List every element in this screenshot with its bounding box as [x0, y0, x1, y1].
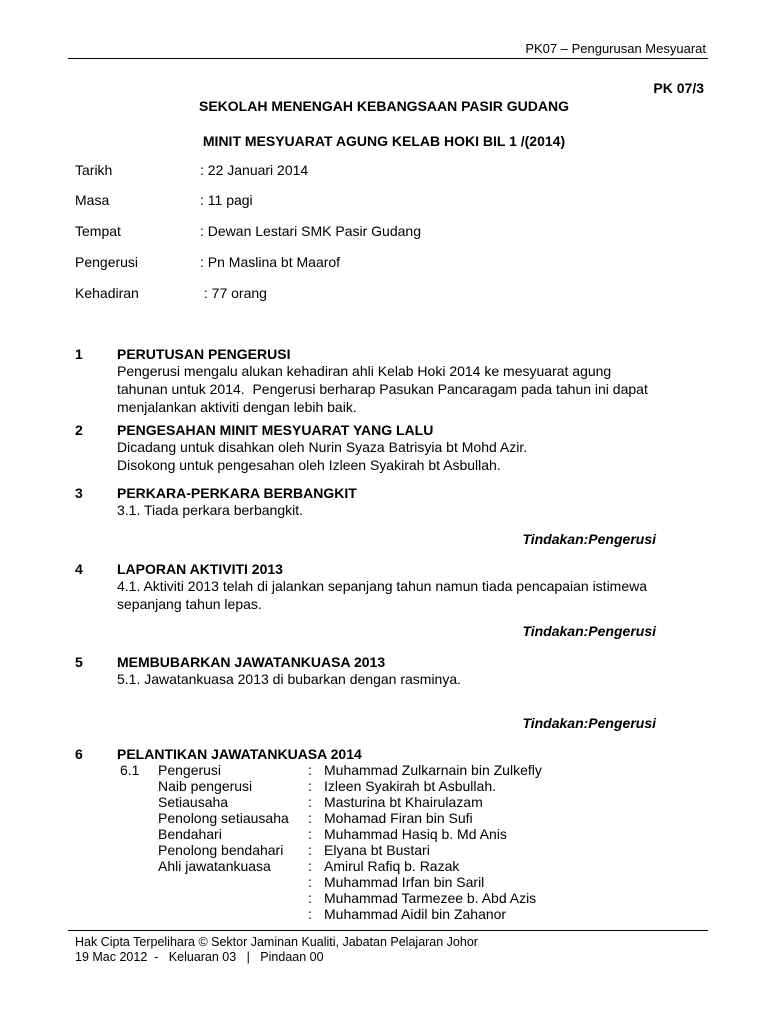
committee-member: Amirul Rafiq b. Razak — [324, 858, 460, 874]
committee-member: Muhammad Aidil bin Zahanor — [324, 906, 507, 922]
committee-role: Setiausaha — [158, 794, 229, 810]
footer-copyright: Hak Cipta Terpelihara © Sektor Jaminan Kualiti, Jabatan Pelajaran Johor — [75, 935, 478, 949]
committee-role: Naib pengerusi — [158, 778, 253, 794]
committee-colon: : — [308, 810, 312, 826]
section-body — [117, 577, 677, 613]
section-line: 5.1. Jawatankuasa 2013 di bubarkan dengan rasminya. — [117, 671, 462, 687]
detail-label-place: Tempat — [75, 223, 121, 239]
committee-role: Penolong bendahari — [158, 842, 284, 858]
section-body — [117, 438, 677, 474]
committee-role: Penolong setiausaha — [158, 810, 289, 826]
section-body — [117, 362, 677, 416]
committee-row — [120, 858, 660, 874]
committee-row — [120, 890, 660, 906]
detail-label-chair: Pengerusi — [75, 254, 139, 270]
committee-colon: : — [308, 778, 312, 794]
footer-rule — [68, 930, 708, 931]
section-body — [117, 670, 677, 688]
section-body — [117, 501, 677, 519]
section-title: PELANTIKAN JAWATANKUASA 2014 — [117, 746, 362, 762]
action-owner: Tindakan:Pengerusi — [522, 623, 656, 639]
detail-value-chair: : Pn Maslina bt Maarof — [200, 254, 341, 270]
committee-row — [120, 826, 660, 842]
committee-colon: : — [308, 874, 312, 890]
detail-label-attendance: Kehadiran — [75, 285, 139, 301]
committee-member: Mohamad Firan bin Sufi — [324, 810, 473, 826]
section-line: Dicadang untuk disahkan oleh Nurin Syaza Batrisyia bt Mohd Azir. — [117, 439, 528, 455]
document-reference: PK07 – Pengurusan Mesyuarat — [525, 41, 706, 56]
section-number: 6 — [75, 746, 83, 762]
section-number: 1 — [75, 346, 83, 362]
section-title: LAPORAN AKTIVITI 2013 — [117, 561, 283, 577]
section-line: Disokong untuk pengesahan oleh Izleen Syakirah bt Asbullah. — [117, 457, 501, 473]
school-name: SEKOLAH MENENGAH KEBANGSAAN PASIR GUDANG — [199, 98, 569, 114]
section-line: 3.1. Tiada perkara berbangkit. — [117, 502, 304, 518]
detail-value-time: : 11 pagi — [200, 192, 253, 208]
committee-member: Muhammad Irfan bin Saril — [324, 874, 485, 890]
detail-value-date: : 22 Januari 2014 — [200, 162, 309, 178]
header-rule — [68, 58, 708, 59]
section-line: 4.1. Aktiviti 2013 telah di jalankan sepanjang tahun namun tiada pencapaian istimewa — [117, 578, 648, 594]
action-owner: Tindakan:Pengerusi — [522, 715, 656, 731]
section-number: 3 — [75, 485, 83, 501]
committee-member: Izleen Syakirah bt Asbullah. — [324, 778, 496, 794]
meeting-title: MINIT MESYUARAT AGUNG KELAB HOKI BIL 1 /(2014) — [202, 133, 566, 149]
section-number: 2 — [75, 422, 83, 438]
committee-colon: : — [308, 762, 312, 778]
section-line: sepanjang tahun lepas. — [117, 596, 262, 612]
committee-role: Pengerusi — [158, 762, 222, 778]
section-line: menjalankan aktiviti dengan lebih baik. — [117, 399, 357, 415]
committee-colon: : — [308, 858, 312, 874]
section-title: PERUTUSAN PENGERUSI — [117, 346, 291, 362]
form-code: PK 07/3 — [653, 80, 704, 96]
section-title: PERKARA-PERKARA BERBANGKIT — [117, 485, 357, 501]
committee-member: Masturina bt Khairulazam — [324, 794, 483, 810]
section-number: 4 — [75, 561, 83, 577]
section-line: Pengerusi mengalu alukan kehadiran ahli Kelab Hoki 2014 ke mesyuarat agung — [117, 363, 612, 379]
footer-revision: 19 Mac 2012 - Keluaran 03 | Pindaan 00 — [75, 950, 324, 964]
committee-member: Muhammad Zulkarnain bin Zulkefly — [324, 762, 542, 778]
committee-row — [120, 906, 660, 922]
committee-colon: : — [308, 890, 312, 906]
section-number: 5 — [75, 654, 83, 670]
section-title: MEMBUBARKAN JAWATANKUASA 2013 — [117, 654, 386, 670]
committee-row — [120, 778, 660, 794]
section-line: tahunan untuk 2014. Pengerusi berharap Pasukan Pancaragam pada tahun ini dapat — [117, 381, 648, 397]
committee-colon: : — [308, 794, 312, 810]
action-owner: Tindakan:Pengerusi — [522, 531, 656, 547]
committee-member: Muhammad Tarmezee b. Abd Azis — [324, 890, 537, 906]
committee-member: Elyana bt Bustari — [324, 842, 430, 858]
committee-row — [120, 762, 660, 778]
committee-colon: : — [308, 826, 312, 842]
detail-label-time: Masa — [75, 192, 110, 208]
detail-value-place: : Dewan Lestari SMK Pasir Gudang — [200, 223, 421, 239]
committee-role: Bendahari — [158, 826, 222, 842]
detail-value-attendance: : 77 orang — [200, 285, 267, 301]
detail-label-date: Tarikh — [75, 162, 113, 178]
committee-member: Muhammad Hasiq b. Md Anis — [324, 826, 507, 842]
committee-row — [120, 794, 660, 810]
committee-row — [120, 842, 660, 858]
committee-colon: : — [308, 906, 312, 922]
committee-colon: : — [308, 842, 312, 858]
committee-row — [120, 810, 660, 826]
committee-role: Ahli jawatankuasa — [158, 858, 271, 874]
committee-item-number: 6.1 — [120, 762, 140, 778]
section-title: PENGESAHAN MINIT MESYUARAT YANG LALU — [117, 422, 434, 438]
committee-row — [120, 874, 660, 890]
